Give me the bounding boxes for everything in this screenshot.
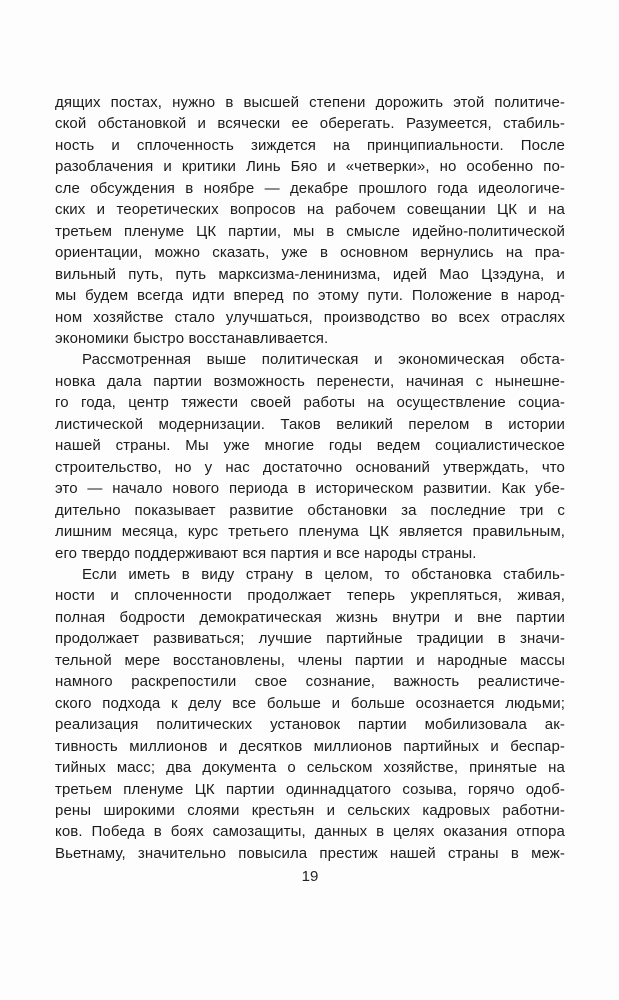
text-line: тельной мере восстановлены, члены партии и народные массы <box>55 651 565 669</box>
text-line: дящих постах, нужно в высшей степени дорожить этой политиче- <box>55 94 565 111</box>
body-text <box>55 92 565 864</box>
text-line: третьем пленуме ЦК партии одиннадцатого созыва, горячо одоб- <box>55 780 565 798</box>
text-line: ности и сплоченности продолжает теперь укрепляться, живая, <box>55 587 565 605</box>
text-line: сле обсуждения в ноябре — декабре прошлого года идеологиче- <box>55 179 565 197</box>
text-line: экономики быстро восстанавливается. <box>55 329 329 347</box>
paragraph-2 <box>55 349 565 564</box>
text-line: нашей страны. Мы уже многие годы ведем социалистическое <box>55 437 565 455</box>
text-line: рены широкими слоями крестьян и сельских кадровых работни- <box>55 801 565 819</box>
paragraph-3 <box>55 564 565 864</box>
text-line: мы будем всегда идти вперед по этому пути. Положение в народ- <box>55 287 565 305</box>
text-line: Рассмотренная выше политическая и экономическая обста- <box>82 351 565 369</box>
text-line: разоблачения и критики Линь Бяо и «четверки», но особенно по- <box>55 158 565 176</box>
text-line: ориентации, можно сказать, уже в основном вернулись на пра- <box>55 244 565 262</box>
text-line: ской обстановкой и всячески ее оберегать. Разумеется, стабиль- <box>55 115 565 133</box>
text-line: это — начало нового периода в историческом развитии. Как убе- <box>55 480 565 498</box>
text-line: третьем пленуме ЦК партии, мы в смысле идейно-политической <box>55 222 565 240</box>
text-line: полная бодрости демократическая жизнь внутри и вне партии <box>55 608 565 626</box>
text-line: вильный путь, путь марксизма-ленинизма, идей Мао Цзэдуна, и <box>55 265 565 283</box>
text-line: ность и сплоченность зиждется на принципиальности. После <box>55 136 565 154</box>
paragraph-1 <box>55 92 565 349</box>
text-line: тийных масс; два документа о сельском хозяйстве, принятые на <box>55 759 565 777</box>
text-line: лишним месяца, курс третьего пленума ЦК является правильным, <box>55 523 565 541</box>
text-line: строительство, но у нас достаточно оснований утверждать, что <box>55 458 565 476</box>
text-line: Если иметь в виду страну в целом, то обстановка стабиль- <box>82 565 565 583</box>
text-line: листической модернизации. Таков великий перелом в истории <box>55 415 565 433</box>
text-line: ков. Победа в боях самозащиты, данных в целях оказания отпора <box>55 823 565 841</box>
text-line: его твердо поддерживают вся партия и все народы страны. <box>55 544 477 562</box>
text-line: ном хозяйстве стало улучшаться, производство во всех отраслях <box>55 308 565 326</box>
text-line: намного раскрепостили свое сознание, важность реалистиче- <box>55 673 565 691</box>
page-number: 19 <box>301 868 319 885</box>
text-line: дительно показывает развитие обстановки за последние три с <box>55 501 565 519</box>
text-line: реализация политических установок партии мобилизовала ак- <box>55 716 565 734</box>
text-line: го года, центр тяжести своей работы на осуществление социа- <box>55 394 565 412</box>
text-line: тивность миллионов и десятков миллионов партийных и беспар- <box>55 737 565 755</box>
text-line: продолжает развиваться; лучшие партийные традиции в значи- <box>55 630 565 648</box>
text-line: Вьетнаму, значительно повысила престиж нашей страны в меж- <box>55 844 565 862</box>
text-line: ских и теоретических вопросов на рабочем совещании ЦК и на <box>55 201 565 219</box>
text-line: новка дала партии возможность перенести, начиная с нынешне- <box>55 372 565 390</box>
text-line: ского подхода к делу все больше и больше осознается людьми; <box>55 694 565 712</box>
